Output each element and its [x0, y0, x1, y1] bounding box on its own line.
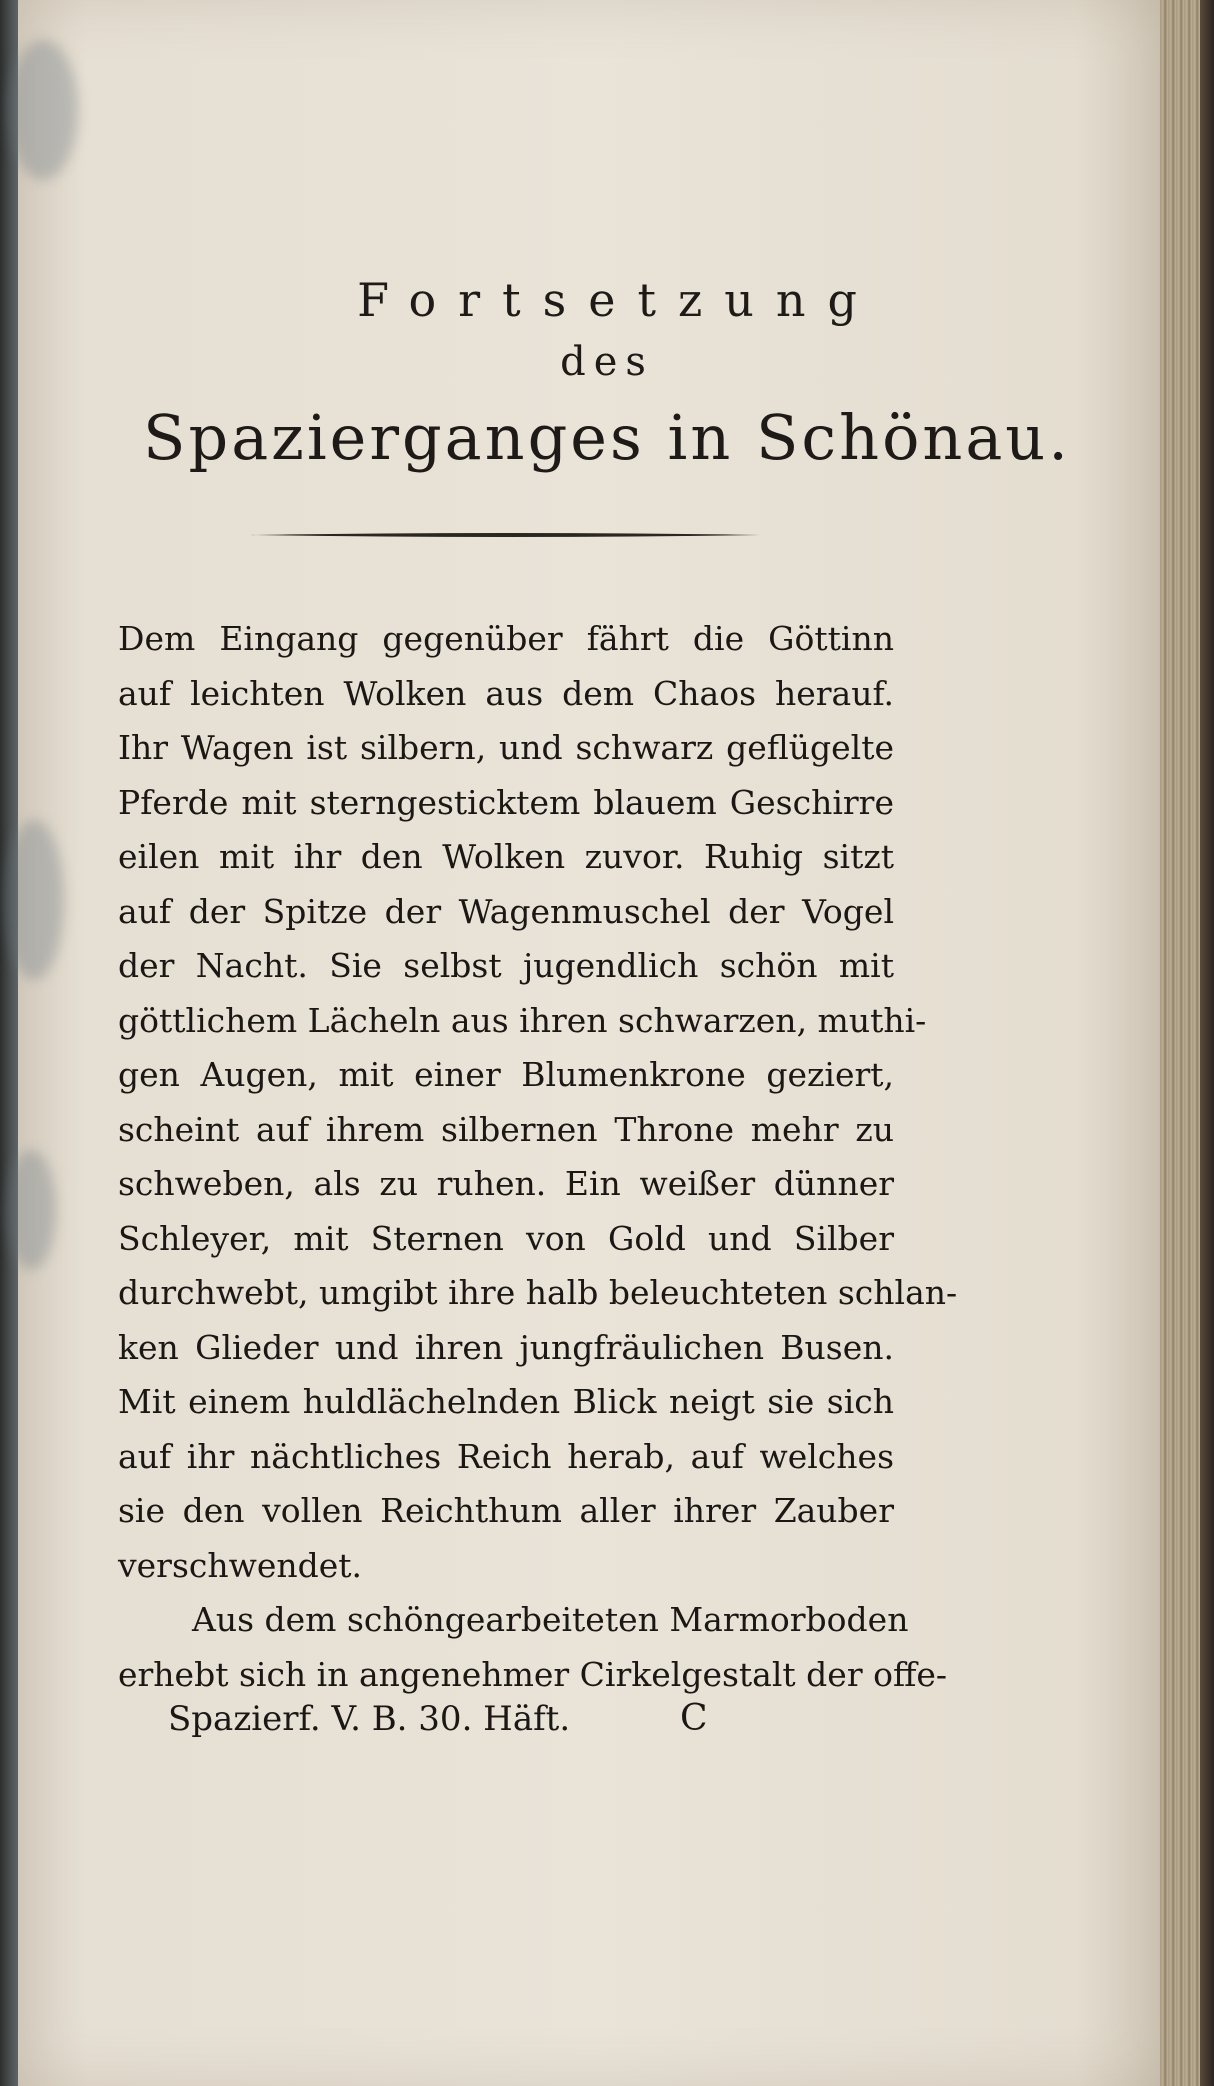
text-line: schweben, als zu ruhen. Ein weißer dünner: [118, 1164, 894, 1203]
text-line: Mit einem huldlächelnden Blick neigt sie sich: [118, 1382, 894, 1421]
text-line: Aus dem schöngearbeiteten Marmorboden: [192, 1600, 909, 1639]
text-line: der Nacht. Sie selbst jugendlich schön mit: [118, 946, 894, 985]
stain: [4, 820, 64, 980]
text-line: Pferde mit sterngesticktem blauem Geschirre: [118, 782, 894, 822]
text-line: scheint auf ihrem silbernen Throne mehr zu: [118, 1109, 894, 1149]
ornamental-rule: [250, 532, 760, 538]
text-line: göttlichem Lächeln aus ihren schwarzen, muthi-: [118, 1000, 927, 1040]
text-line: auf leichten Wolken aus dem Chaos herauf.: [118, 673, 894, 713]
text-line: Ihr Wagen ist silbern, und schwarz geflügelte: [118, 728, 894, 767]
text-line: sie den vollen Reichthum aller ihrer Zauber: [118, 1491, 894, 1530]
heading-line-1: Fortsetzung: [357, 273, 879, 327]
stain: [6, 1150, 56, 1270]
body-text: [118, 612, 958, 1702]
text-line: durchwebt, umgibt ihre halb beleuchteten schlan-: [118, 1273, 958, 1312]
text-line: eilen mit ihr den Wolken zuvor. Ruhig sitzt: [118, 837, 894, 876]
text-line: erhebt sich in angenehmer Cirkelgestalt der offe-: [118, 1654, 948, 1694]
signature-mark: C: [680, 1698, 708, 1739]
text-line: ken Glieder und ihren jungfräulichen Busen.: [118, 1327, 894, 1367]
text-line: Dem Eingang gegenüber fährt die Göttinn: [118, 619, 894, 658]
stain: [8, 40, 78, 180]
signature-line: Spazierf. V. B. 30. Häft.: [168, 1699, 571, 1739]
text-line: gen Augen, mit einer Blumenkrone geziert,: [118, 1055, 894, 1094]
text-line: verschwendet.: [118, 1545, 363, 1585]
heading-line-2: des: [560, 339, 654, 385]
heading-line-3: Spazierganges in Schönau.: [143, 401, 1071, 474]
text-line: auf der Spitze der Wagenmuschel der Vogel: [118, 891, 894, 931]
chapter-heading: [0, 270, 1214, 478]
text-line: auf ihr nächtliches Reich herab, auf welches: [118, 1436, 894, 1476]
text-line: Schleyer, mit Sternen von Gold und Silber: [118, 1218, 894, 1258]
